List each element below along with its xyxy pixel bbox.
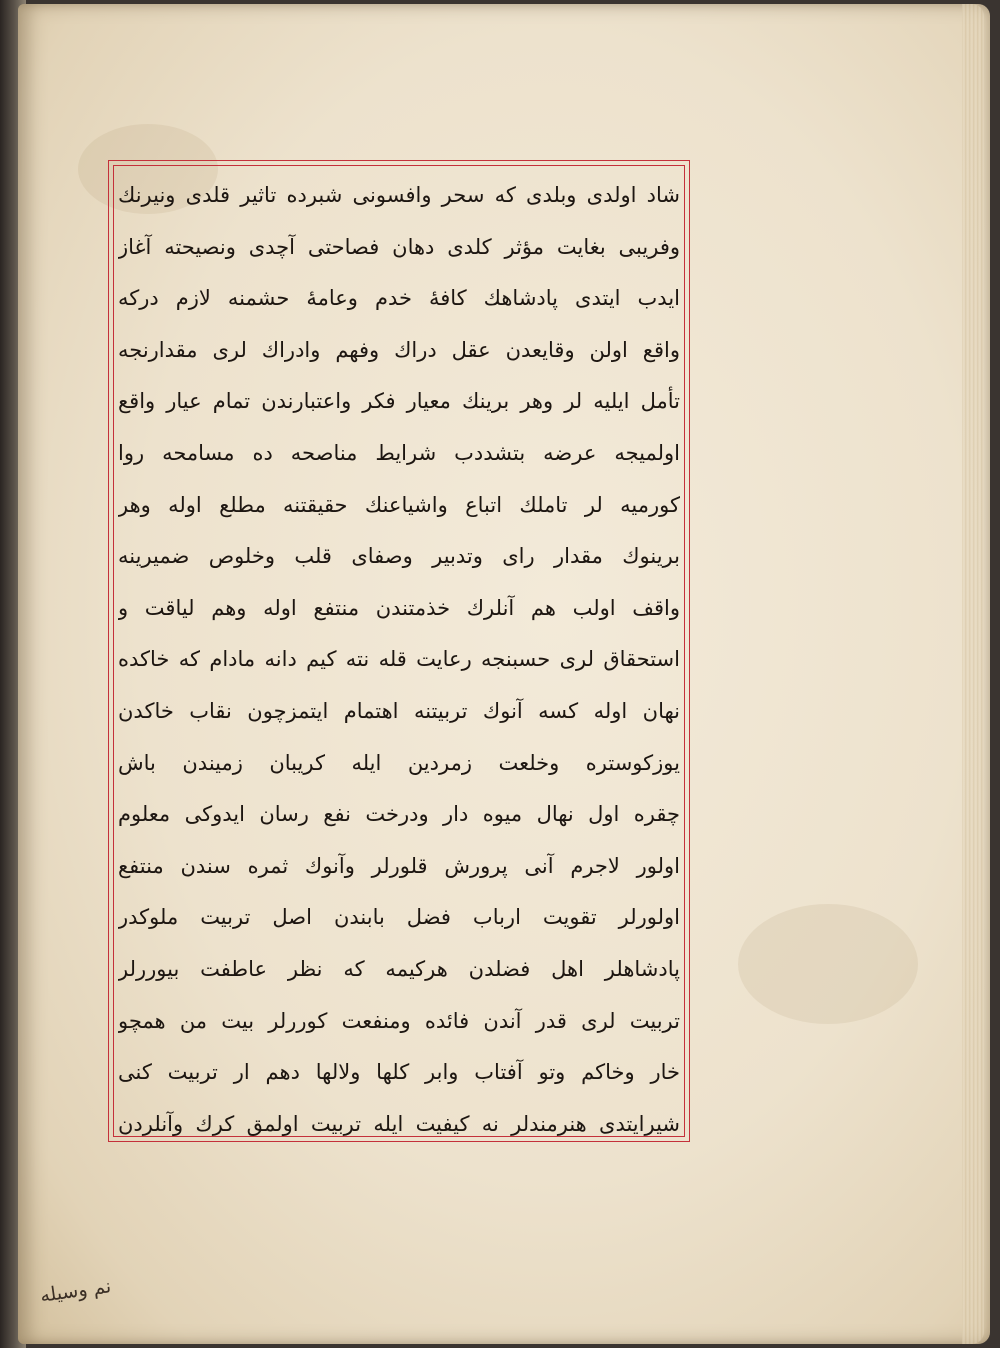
text-line: کورمیه لر تاملك اتباع واشیاعنك حقیقتنه مطلع اوله وهر [118, 492, 680, 517]
text-line: اولور لاجرم آنی پرورش قلورلر وآنوك ثمره سندن منتفع [118, 853, 680, 878]
text-line: وفریبی بغایت مؤثر کلدی دهان فصاحتی آچدی ونصیحته آغاز [118, 234, 680, 259]
text-line: نهان اوله کسه آنوك تربیتنه اهتمام ایتمزچون نقاب خاکدن [118, 698, 680, 723]
text-line: واقف اولب هم آنلرك خذمتندن منتفع اوله وهم لیاقت و [118, 595, 680, 620]
text-line: تربیت لری قدر آندن فائده ومنفعت کوررلر بیت من همچو [118, 1008, 680, 1033]
text-line: اولمیجه عرضه بتشددب شرایط مناصحه ده مسامحه روا [118, 440, 680, 465]
text-line: شاد اولدی وبلدی که سحر وافسونی شبرده تاثیر قلدی ونیرنك [118, 183, 680, 207]
page-edges [962, 4, 984, 1344]
text-line: تأمل ایلیه لر وهر برینك معیار فکر واعتبارندن تمام عیار واقع [118, 389, 680, 414]
text-line: ایدب ایتدی پادشاهك کافۀ خدم وعامۀ حشمنه لازم درکه [118, 286, 680, 311]
text-line: برینوك مقدار رای وتدبیر وصفای قلب وخلوص ضمیرینه [118, 544, 680, 569]
text-line: چقره اول نهال میوه دار ودرخت نفع رسان ایدوکی معلوم [118, 802, 680, 827]
text-line: واقع اولن وقایعدن عقل دراك وفهم وادراك لری مقدارنجه [118, 337, 680, 362]
text-block [118, 170, 680, 1150]
text-line: خار وخاکم وتو آفتاب وابر کلها ولالها دهم ار تربیت کنی [118, 1060, 680, 1085]
text-line: اولورلر تقویت ارباب فضل بابندن اصل تربیت ملوکدر [118, 905, 680, 930]
catchword: نم وسیله [38, 1275, 113, 1307]
text-line: استحقاق لری حسبنجه رعایت قله نته کیم دانه مادام که خاکده [118, 647, 680, 672]
text-line: شیرایتدی هنرمندلر نه کیفیت ایله تربیت اولمق کرك وآنلردن [118, 1111, 680, 1136]
text-line: یوزکوستره وخلعت زمردین ایله کریبان زمیندن باش [118, 750, 680, 775]
paper-stain [738, 904, 918, 1024]
text-line: پادشاهلر اهل فضلدن هرکیمه که نظر عاطفت بیوررلر [118, 956, 680, 981]
